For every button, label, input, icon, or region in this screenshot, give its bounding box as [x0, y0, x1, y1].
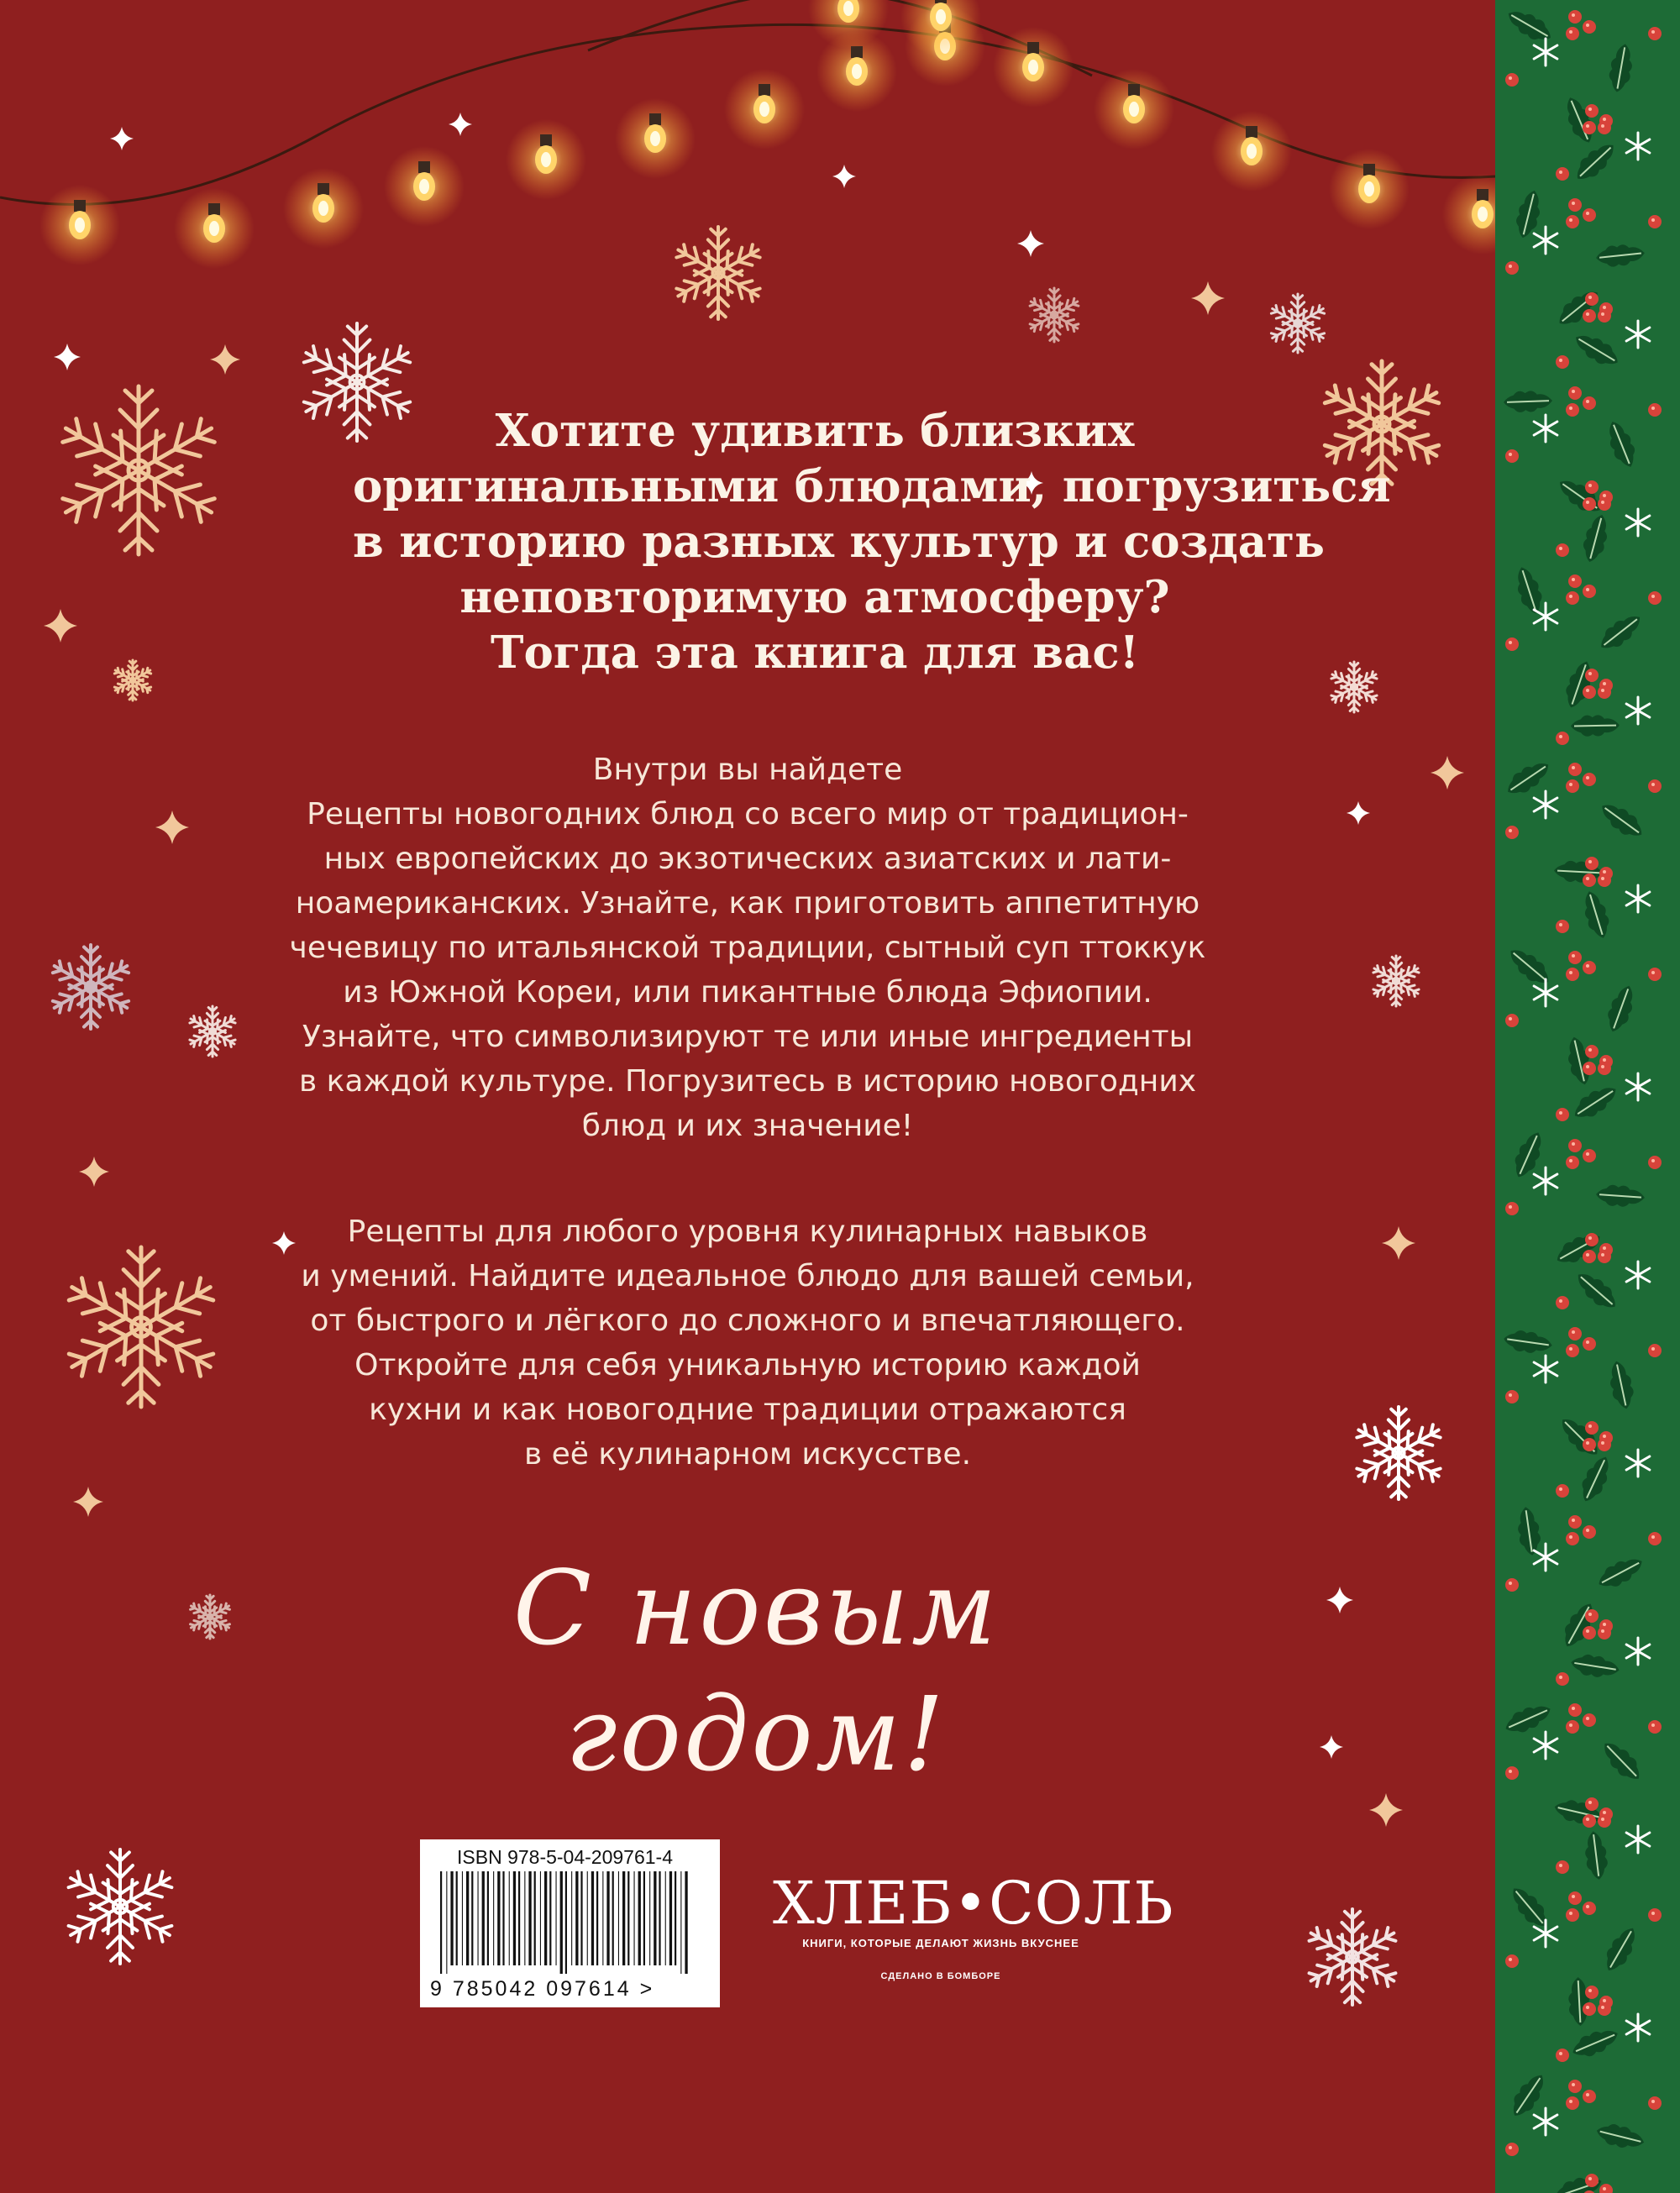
sparkle-icon [44, 609, 77, 643]
text-line: в каждой культуре. Погрузитесь в историю новогодних [298, 1064, 1197, 1099]
text-line: ноамериканских. Узнайте, как приготовить аппетитную [295, 886, 1200, 921]
light-bulb [1211, 111, 1292, 191]
snowflake-icon [108, 656, 157, 705]
snowflake-icon [59, 1845, 181, 1968]
sparkle-icon [210, 344, 240, 375]
holly-pattern-strip [1495, 0, 1680, 2193]
sparkle-icon [155, 811, 189, 844]
description-block-1 [269, 748, 1226, 1148]
text-line: Узнайте, что символизируют те или иные ингредиенты [302, 1020, 1194, 1054]
snowflake-icon [50, 382, 227, 559]
headline-line: Хотите удивить близких [495, 405, 1135, 457]
light-bulb [1442, 174, 1495, 254]
snowflake-icon [57, 1243, 225, 1411]
text-line: Откройте для себя уникальную историю каждой [354, 1348, 1141, 1382]
light-bulb [615, 98, 696, 179]
text-line: блюд и их значение! [581, 1109, 914, 1143]
text-line: Рецепты новогодних блюд со всего мир от традицион- [307, 797, 1189, 832]
headline-line: в историю разных культур и создать [353, 516, 1325, 568]
sparkle-icon [1347, 801, 1370, 825]
barcode-icon [437, 1871, 704, 1974]
publisher-logo [773, 1869, 1174, 1981]
light-bulb [993, 27, 1074, 108]
light-bulb [1329, 149, 1410, 229]
publisher-imprint: СДЕЛАНО В БОМБОРЕ [880, 1971, 1001, 1981]
description-block-2 [269, 1209, 1226, 1477]
snowflake-icon [45, 941, 137, 1033]
text-line: чечевицу по итальянской традиции, сытный суп ттоккук [289, 931, 1206, 965]
light-bulb [506, 119, 586, 200]
isbn-number: ISBN 978-5-04-209761-4 [457, 1846, 673, 1868]
sparkle-icon [449, 113, 472, 136]
headline [353, 403, 1391, 680]
text-line: Рецепты для любого уровня кулинарных навыков [347, 1215, 1148, 1249]
snowflake-icon [1325, 658, 1383, 716]
sparkle-icon [1191, 281, 1225, 315]
sparkle-icon [1320, 1735, 1343, 1759]
snowflake-icon [1264, 290, 1331, 357]
text-line: Внутри вы найдете [592, 753, 903, 787]
text-line: из Южной Кореи, или пикантные блюда Эфиопии. [343, 975, 1152, 1010]
publisher-name: ХЛЕБ•СОЛЬ [773, 1869, 1174, 1938]
sparkle-icon [1369, 1793, 1403, 1827]
light-bulb [283, 168, 364, 249]
sparkle-icon [110, 127, 134, 150]
snowflake-icon [1367, 952, 1425, 1010]
light-bulb [174, 188, 255, 269]
sparkle-icon [1431, 756, 1464, 790]
sparkle-icon [54, 344, 81, 370]
sparkle-icon [1017, 230, 1044, 257]
snowflake-icon [1300, 1905, 1404, 2009]
sparkle-icon [1382, 1226, 1415, 1260]
snowflake-icon [184, 1591, 236, 1643]
snowflake-icon [183, 1002, 242, 1061]
holly-pattern [1495, 0, 1680, 2193]
snowflake-icon [668, 223, 769, 323]
light-bulb [384, 146, 465, 227]
text-line: от быстрого и лёгкого до сложного и впечатляющего. [310, 1304, 1185, 1338]
light-bulb [39, 185, 120, 265]
light-bulb [724, 69, 805, 150]
greeting-script: С новым годом! [512, 1549, 1000, 1794]
ean-digits: 9 785042 097614 > [430, 1977, 655, 2001]
text-line: ных европейских до экзотических азиатских и лати- [323, 842, 1172, 876]
text-line: кухни и как новогодние традиции отражаются [369, 1393, 1126, 1427]
snowflake-icon [1023, 284, 1085, 346]
sparkle-icon [1326, 1587, 1353, 1613]
publisher-tagline: КНИГИ, КОТОРЫЕ ДЕЛАЮТ ЖИЗНЬ ВКУСНЕЕ [802, 1937, 1079, 1949]
snowflake-icon [1348, 1403, 1449, 1503]
sparkle-icon [79, 1157, 109, 1187]
text-line: в её кулинарном искусстве. [523, 1437, 972, 1472]
sparkle-icon [73, 1487, 103, 1517]
sparkle-icon [832, 165, 856, 188]
light-bulb [1094, 69, 1174, 150]
isbn-barcode-box [420, 1839, 720, 2007]
headline-line: неповторимую атмосферу? [459, 571, 1170, 623]
headline-line: оригинальными блюдами, погрузиться [353, 460, 1391, 512]
headline-line: Тогда эта книга для вас! [491, 627, 1139, 679]
text-line: и умений. Найдите идеальное блюдо для вашей семьи, [301, 1259, 1194, 1293]
